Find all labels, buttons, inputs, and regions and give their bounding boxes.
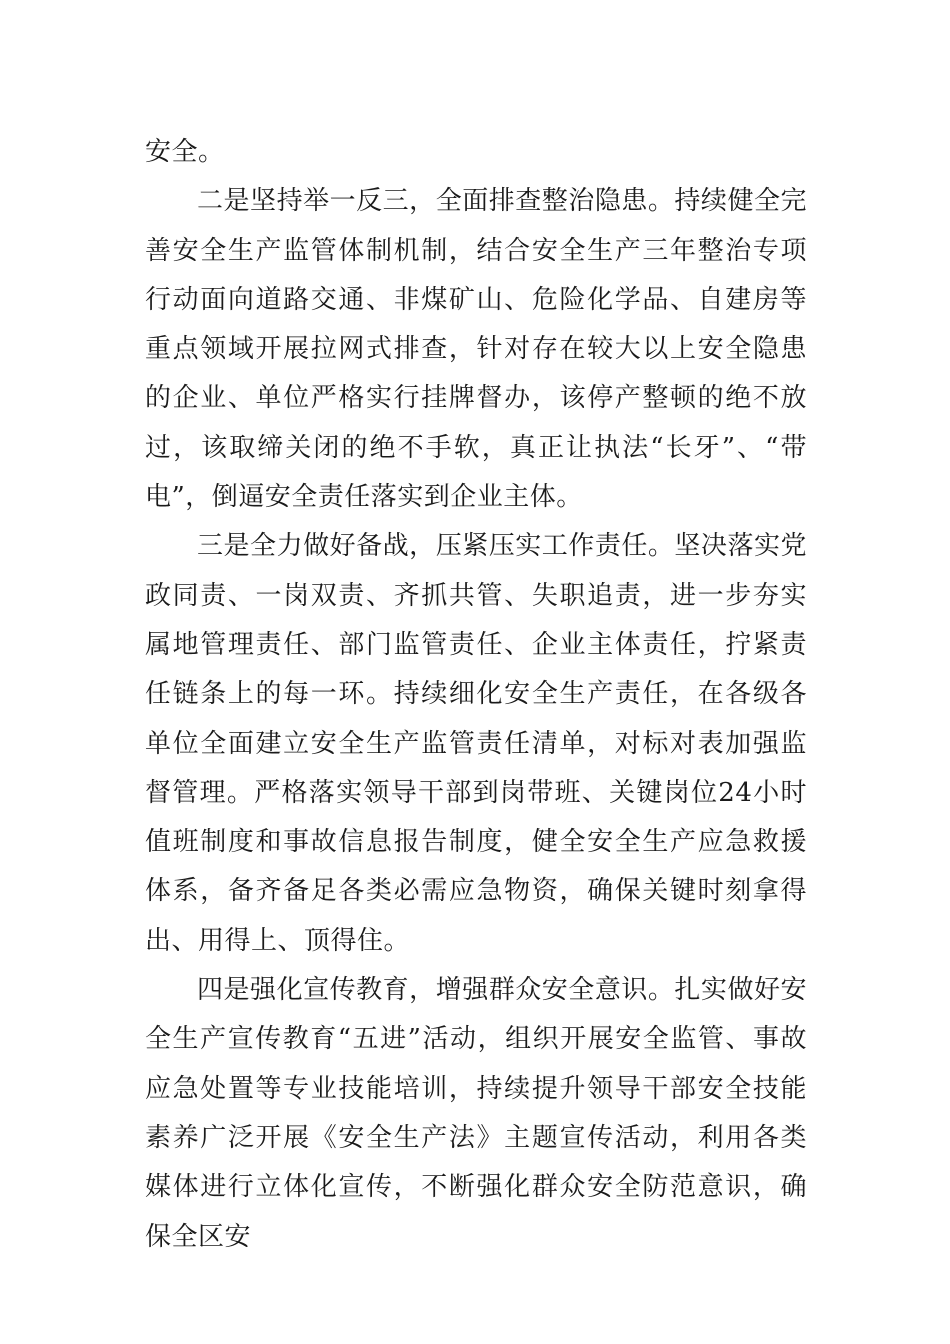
paragraph-item-2: 二是坚持举一反三，全面排查整治隐患。持续健全完善安全生产监管体制机制，结合安全生产三年整治专项行动面向道路交通、非煤矿山、危险化学品、自建房等重点领域开展拉网式排查，针对存在较大以上安全隐患的企业、单位严格实行挂牌督办，该停产整顿的绝不放过，该取缔关闭的绝不手软，真正让执法“长牙”、“带电”，倒逼安全责任落实到企业主体。: [145, 186, 807, 513]
paragraph-item-4: 四是强化宣传教育，增强群众安全意识。扎实做好安全生产宣传教育“五进”活动，组织开展安全监管、事故应急处置等专业技能培训，持续提升领导干部安全技能素养广泛开展《安全生产法》主题宣传活动，利用各类媒体进行立体化宣传，不断强化群众安全防范意识，确保全区安: [145, 975, 807, 1252]
document-body: [145, 128, 807, 1262]
paragraph-continuation: 安全。: [145, 137, 225, 167]
paragraph-item-3: 三是全力做好备战，压紧压实工作责任。坚决落实党政同责、一岗双责、齐抓共管、失职追责，进一步夯实属地管理责任、部门监管责任、企业主体责任，拧紧责任链条上的每一环。持续细化安全生产责任，在各级各单位全面建立安全生产监管责任清单，对标对表加强监督管理。严格落实领导干部到岗带班、关键岗位24小时值班制度和事故信息报告制度，健全安全生产应急救援体系，备齐备足各类必需应急物资，确保关键时刻拿得出、用得上、顶得住。: [145, 531, 807, 956]
